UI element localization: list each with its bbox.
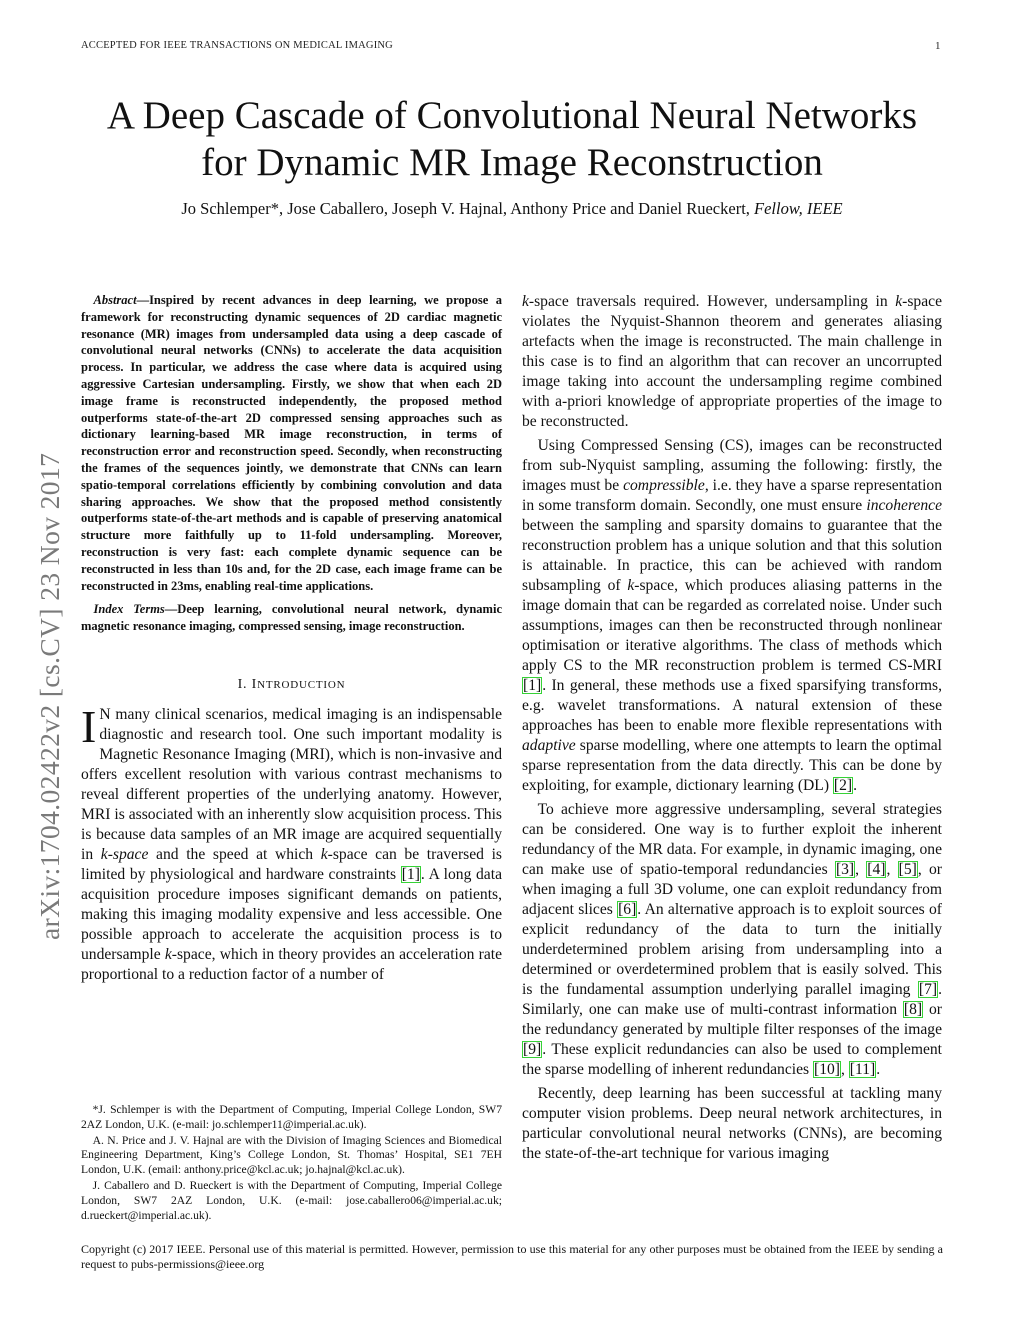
running-head: ACCEPTED FOR IEEE TRANSACTIONS ON MEDICAL IMAGING	[81, 40, 393, 51]
italic-incoherence: incoherence	[866, 497, 942, 514]
citation-link[interactable]: [9]	[523, 1041, 542, 1058]
citation-link[interactable]: [10]	[814, 1061, 840, 1078]
citation-link[interactable]: [2]	[833, 777, 853, 794]
intro-text: . In general, these methods use a fixed sparsifying transforms, e.g. wavelet transformations. A natural extension of these approaches has been to enable more flexible representations with	[522, 677, 942, 734]
intro-text: -space can be traversed is limited by physiological and hardware constraints	[81, 845, 502, 883]
intro-text: , i.e. they have a sparse representation in some transform domain. Secondly, one must ensure	[522, 477, 942, 514]
intro-text: . These explicit redundancies can also be used to complement the sparse modelling of inherent redundancies	[522, 1041, 942, 1078]
intro-text: . A long data acquisition procedure imposes significant demands on patients, making this imaging modality expensive and less accessible. One possible approach to accelerate the acquisition process is to undersample	[81, 865, 502, 963]
section-heading-introduction	[81, 677, 502, 693]
intro-paragraph-1-continued	[522, 292, 942, 432]
italic-k-space: k-space	[100, 845, 149, 863]
section-title-initial: I	[251, 676, 258, 692]
intro-text: To achieve more aggressive undersampling, several strategies can be considered. One way is to further exploit the inherent redundancy of the MR data. For example, in dynamic imaging, one can make use of spatio-temporal redundancies	[522, 801, 942, 878]
right-column	[522, 292, 942, 1164]
math-k: k	[627, 577, 635, 594]
citation-link[interactable]: [1]	[401, 865, 420, 883]
index-terms-lead: Index Terms	[93, 602, 165, 617]
section-numeral: I.	[237, 676, 248, 692]
intro-text: between the sampling and sparsity domains to guarantee that the reconstruction problem has a unique solution and that this solution is attainable. In practice, this can be achieved with random subsampling of	[522, 517, 942, 594]
abstract: Abstract—Inspired by recent advances in deep learning, we propose a framework for reconstructing dynamic sequences of 2D cardiac magnetic resonance (MR) images from undersampled data using a deep cascade of convolutional neural networks (CNNs) to accelerate the data acquisition process. In particular, we address the case where data is acquired using aggressive Cartesian undersampling. Firstly, we show that when each 2D image frame is reconstructed independently, the proposed method outperforms state-of-the-art 2D compressed sensing approaches such as dictionary learning-based MR image reconstruction, in terms of reconstruction error and reconstruction speed. Secondly, when reconstructing the frames of the sequences jointly, we demonstrate that CNNs can learn spatio-temporal correlations efficiently by combining convolution and data sharing approaches. We show that the proposed method consistently outperforms state-of-the-art methods and is capable of preserving anatomical structure more faithfully up to 11-fold undersampling. Moreover, reconstruction is very fast: each complete dynamic sequence can be reconstructed in less than 10s and, for the 2D case, each image frame can be reconstructed in 23ms, enabling real-time applications.	[81, 293, 502, 593]
intro-text: -space, which produces aliasing patterns in the image domain that can be regarded as correlated noise. Under such assumptions, images can then be reconstructed through nonlinear optimisation or iterative algorithms. The class of methods which apply CS to the MR reconstruction problem is termed CS-MRI	[522, 577, 943, 674]
citation-link[interactable]: [1]	[523, 677, 542, 694]
intro-text: Using Compressed Sensing (CS), images can be reconstructed from sub-Nyquist sampling, assuming the following: firstly, the images must be	[522, 437, 942, 494]
index-terms: Index Terms—Deep learning, convolutional neural network, dynamic magnetic resonance imaging, compressed sensing, image reconstruction.	[81, 602, 502, 634]
intro-text: -space traversals required. However, undersampling in	[528, 293, 896, 310]
intro-paragraph-2: Using Compressed Sensing (CS), images can be reconstructed from sub-Nyquist sampling, assuming the following: firstly, the images must be compressible, i.e. they have a sparse representation in some transform domain. Secondly, one must ensure incoherence between the sampling and sparsity domains to guarantee that the reconstruction problem has a unique solution and that this solution is attainable. In practice, this can be achieved with random subsampling of k-space, which produces aliasing patterns in the image domain that can be regarded as correlated noise. Under such assumptions, images can then be reconstructed through nonlinear optimisation or iterative algorithms. The class of methods which apply CS to the MR reconstruction problem is termed CS-MRI [1]. In general, these methods use a fixed sparsifying transforms, e.g. wavelet transformations. A natural extension of these approaches has been to enable more flexible representations with adaptive sparse modelling, where one attempts to learn the optimal sparse representation from the data directly. This can be done by exploiting, for example, dictionary learning (DL) [2].	[522, 437, 943, 794]
author-list	[60, 199, 964, 219]
index-terms-text: Deep learning, convolutional neural network, dynamic magnetic resonance imaging, compressed sensing, image reconstruction.	[81, 602, 502, 634]
italic-adaptive: adaptive	[522, 737, 576, 754]
intro-text: sparse modelling, where one attempts to learn the optimal sparse representation from the data directly. This can be done by exploiting, for example, dictionary learning (DL)	[522, 737, 942, 794]
footnotes	[81, 1103, 502, 1224]
math-k: k	[895, 293, 903, 310]
citation-link[interactable]: [6]	[618, 901, 637, 918]
citation-link[interactable]: [8]	[903, 1001, 923, 1018]
intro-text: . Similarly, one can make use of multi-contrast information	[522, 981, 942, 1018]
intro-text: . An alternative approach is to exploit sources of explicit redundancy of the data to turn the initially underdetermined problem arising from undersampling into a determined or overdetermined problem that is easily solved. This is the fundamental assumption underlying parallel imaging	[522, 901, 942, 998]
footnote-price-hajnal: A. N. Price and J. V. Hajnal are with the Division of Imaging Sciences and Biomedical Engineering Department, King’s College London, St. Thomas’ Hospital, SE1 7EH London, U.K. (email: anthony.price@kcl.ac.uk; jo.hajnal@kcl.ac.uk).	[81, 1133, 502, 1177]
citation-link[interactable]: [11]	[849, 1061, 876, 1078]
intro-text: , or when imaging a full 3D volume, one can exploit redundancy from adjacent slices	[522, 861, 943, 918]
intro-paragraph-3: To achieve more aggressive undersampling, several strategies can be considered. One way is to further exploit the inherent redundancy of the MR data. For example, in dynamic imaging, one can make use of spatio-temporal redundancies [3], [4], [5], or when imaging a full 3D volume, one can exploit redundancy from adjacent slices [6]. An alternative approach is to exploit sources of explicit redundancy of the data to turn the initially underdetermined problem arising from undersampling into a determined or overdetermined problem that is easily solved. This is the fundamental assumption underlying parallel imaging [7]. Similarly, one can make use of multi-contrast information [8] or the redundancy generated by multiple filter responses of the image [9]. These explicit redundancies can also be used to complement the sparse modelling of inherent redundancies [10], [11].	[522, 801, 943, 1078]
title-line-2: for Dynamic MR Image Reconstruction	[201, 141, 823, 184]
intro-paragraph-1	[81, 700, 503, 985]
copyright-notice: Copyright (c) 2017 IEEE. Personal use of this material is permitted. However, permission to use this material for any other purposes must be obtained from the IEEE by sending a request to pubs-permissions@ieee.org	[81, 1242, 943, 1271]
math-k: k	[522, 293, 529, 310]
abstract-lead: Abstract	[93, 293, 137, 307]
abstract-text: Inspired by recent advances in deep learning, we propose a framework for reconstructing dynamic sequences of 2D cardiac magnetic resonance (MR) images from undersampled data using a deep cascade of convolutional neural networks (CNNs) to accelerate the data acquisition process. In particular, we address the case where data is acquired using aggressive Cartesian undersampling. Firstly, we show that when each 2D image frame is reconstructed independently, the proposed method outperforms state-of-the-art 2D compressed sensing approaches such as dictionary learning-based MR image reconstruction, in terms of reconstruction error and reconstruction speed. Secondly, when reconstructing the frames of the sequences jointly, we demonstrate that CNNs can learn spatio-temporal correlations efficiently by combining convolution and data sharing approaches. We show that the proposed method consistently outperforms state-of-the-art methods and is capable of preserving anatomical structure more faithfully up to 11-fold undersampling. Moreover, reconstruction is very fast: each complete dynamic sequence can be reconstructed in less than 10s and, for the 2D case, each image frame can be reconstructed in 23ms, enabling real-time applications.	[81, 293, 502, 593]
citation-link[interactable]: [7]	[918, 981, 938, 998]
math-k: k	[164, 945, 172, 963]
math-k: k	[320, 845, 328, 863]
intro-text: or the redundancy generated by multiple filter responses of the image	[522, 1001, 942, 1038]
footnote-caballero-rueckert: J. Caballero and D. Rueckert is with the Department of Computing, Imperial College London, SW7 2AZ London, U.K. (e-mail: jose.caballero06@imperial.ac.uk; d.rueckert@imperial.ac.uk).	[81, 1178, 502, 1222]
citation-link[interactable]: [4]	[867, 861, 886, 878]
intro-text: -space violates the Nyquist-Shannon theorem and generates aliasing artefacts when the image is reconstructed. The main challenge in this case is to find an algorithm that can recover an uncorrupted image taking into account the undersampling regime combined with a-priori knowledge of appropriate properties of the image to be reconstructed.	[522, 293, 942, 430]
paper-title	[60, 92, 964, 186]
intro-text: N many clinical scenarios, medical imaging is an indispensable diagnostic and research tool. One such important modality is Magnetic Resonance Imaging (MRI), which is non-invasive and offers excellent resolution with various contrast mechanisms to reveal different properties of the underlying anatomy. However, MRI is associated with an inherently slow acquisition process. This is because data samples of an MR image are acquired sequentially in	[81, 705, 502, 863]
intro-text: -space, which in theory provides an acceleration rate proportional to a reduction factor of a number of	[81, 945, 503, 983]
arxiv-identifier-stamp: arXiv:1704.02422v2 [cs.CV] 23 Nov 2017	[34, 452, 65, 940]
author-fellowship: Fellow, IEEE	[754, 199, 843, 218]
italic-compressible: compressible	[623, 477, 705, 494]
author-names: Jo Schlemper*, Jose Caballero, Joseph V. Hajnal, Anthony Price and Daniel Rueckert,	[181, 199, 750, 218]
page-number: 1	[935, 40, 941, 52]
citation-link[interactable]: [3]	[835, 861, 855, 878]
citation-link[interactable]: [5]	[898, 861, 917, 878]
title-line-1: A Deep Cascade of Convolutional Neural Networks	[106, 94, 918, 137]
footnote-schlemper: *J. Schlemper is with the Department of Computing, Imperial College London, SW7 2AZ London, U.K. (e-mail: jo.schlemper11@imperial.ac.uk).	[81, 1103, 502, 1131]
drop-cap: I	[81, 700, 97, 752]
left-column	[81, 292, 502, 985]
intro-text: and the speed at which	[148, 845, 321, 863]
intro-paragraph-4: Recently, deep learning has been successful at tackling many computer vision problems. Deep neural network architectures, in particular convolutional neural networks (CNNs), are becoming the state-of-the-art technique for various imaging	[522, 1085, 942, 1162]
section-title-rest: NTRODUCTION	[257, 678, 346, 691]
